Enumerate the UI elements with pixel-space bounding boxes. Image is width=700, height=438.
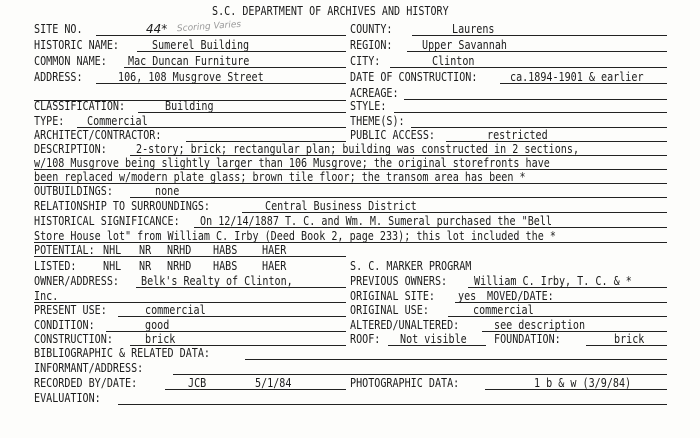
photographic-data-underline <box>485 389 667 390</box>
listed-option-nhl: NHL <box>103 259 122 273</box>
relationship-value: Central Business District <box>265 199 417 213</box>
recorded-by-underline <box>165 389 346 390</box>
public-access-label: PUBLIC ACCESS: <box>350 128 435 142</box>
recorded-by-date: 5/1/84 <box>255 376 292 390</box>
date-of-construction-underline <box>500 83 667 84</box>
classification-value: Building <box>165 99 214 113</box>
form-title: S.C. DEPARTMENT OF ARCHIVES AND HISTORY <box>212 4 449 18</box>
previous-owners-label: PREVIOUS OWNERS: <box>350 274 448 288</box>
description-line-3: been replaced w/modern plate glass; brown tile floor; the transom area has been * <box>34 170 526 184</box>
altered-label: ALTERED/UNALTERED: <box>350 318 460 332</box>
county-underline <box>412 35 667 36</box>
common-name-value: Mac Duncan Furniture <box>128 54 250 68</box>
listed-label: LISTED: <box>34 259 77 273</box>
potential-option-nr: NR <box>139 243 152 257</box>
historic-name-label: HISTORIC NAME: <box>34 38 119 52</box>
original-site-value: yes <box>458 289 477 303</box>
foundation-label: FOUNDATION: <box>494 332 561 346</box>
recorded-by-recorder: JCB <box>188 376 207 390</box>
historical-significance-underline-2 <box>34 242 667 243</box>
owner-address-line-2: Inc. <box>34 289 59 303</box>
public-access-value: restricted <box>487 128 548 142</box>
photographic-data-value: 1 b & w (3/9/84) <box>534 376 632 390</box>
original-use-label: ORIGINAL USE: <box>350 303 429 317</box>
listed-option-nr: NR <box>139 259 152 273</box>
address-value: 106, 108 Musgrove Street <box>118 70 264 84</box>
original-site-label: ORIGINAL SITE: <box>350 289 435 303</box>
historic-name-value: Sumerel Building <box>152 38 250 52</box>
historic-name-underline <box>137 51 346 52</box>
outbuildings-underline <box>130 197 667 198</box>
previous-owners-value: William C. Irby, T. C. & * <box>474 274 632 288</box>
classification-underline <box>138 112 346 113</box>
bibliographic-underline <box>245 359 667 360</box>
architect-label: ARCHITECT/CONTRACTOR: <box>34 128 162 142</box>
potential-underline <box>34 256 346 257</box>
historical-significance-underline-1 <box>194 227 667 228</box>
condition-underline <box>106 331 346 332</box>
potential-option-haer: HAER <box>262 243 287 257</box>
description-line-1: 2-story; brick; rectangular plan; building was constructed in 2 sections, <box>136 142 580 156</box>
county-value: Laurens <box>452 22 495 36</box>
address-label: ADDRESS: <box>34 70 83 84</box>
roof-underline <box>388 345 486 346</box>
construction-value: brick <box>145 332 176 346</box>
date-of-construction-label: DATE OF CONSTRUCTION: <box>350 70 478 84</box>
common-name-label: COMMON NAME: <box>34 54 107 68</box>
condition-label: CONDITION: <box>34 318 95 332</box>
region-underline <box>407 51 667 52</box>
county-label: COUNTY: <box>350 22 393 36</box>
date-of-construction-value: ca.1894-1901 & earlier <box>510 70 644 84</box>
historical-significance-line-1: On 12/14/1887 T. C. and Wm. M. Sumeral purchased the "Bell <box>200 214 552 228</box>
potential-label: POTENTIAL: <box>34 243 95 257</box>
theme-label: THEME(S): <box>350 114 405 128</box>
condition-value: good <box>145 318 170 332</box>
informant-underline <box>173 374 667 375</box>
roof-value: Not visible <box>400 332 467 346</box>
region-value: Upper Savannah <box>422 38 507 52</box>
relationship-label: RELATIONSHIP TO SURROUNDINGS: <box>34 199 210 213</box>
recorded-by-label: RECORDED BY/DATE: <box>34 376 138 390</box>
listed-option-habs: HABS <box>213 259 238 273</box>
potential-option-nrhd: NRHD <box>167 243 192 257</box>
description-underline-3 <box>34 183 667 184</box>
marker-program-label: S. C. MARKER PROGRAM <box>350 259 472 273</box>
owner-address-label: OWNER/ADDRESS: <box>34 274 119 288</box>
historical-significance-label: HISTORICAL SIGNIFICANCE: <box>34 214 180 228</box>
altered-value: see description <box>494 318 586 332</box>
style-label: STYLE: <box>350 99 387 113</box>
city-underline <box>390 67 667 68</box>
potential-option-nhl: NHL <box>103 243 122 257</box>
potential-option-habs: HABS <box>213 243 238 257</box>
present-use-value: commercial <box>145 303 206 317</box>
foundation-underline <box>586 345 667 346</box>
common-name-underline <box>124 67 346 68</box>
description-label: DESCRIPTION: <box>34 142 107 156</box>
site-no-value: 44* <box>146 22 168 36</box>
relationship-underline <box>242 212 667 213</box>
outbuildings-value: none <box>155 184 180 198</box>
city-value: Clinton <box>432 54 475 68</box>
bibliographic-label: BIBLIOGRAPHIC & RELATED DATA: <box>34 346 210 360</box>
listed-option-nrhd: NRHD <box>167 259 192 273</box>
site-no-underline <box>96 35 346 36</box>
description-line-2: w/108 Musgrove being slightly larger than 106 Musgrove; the original storefronts have <box>34 156 550 170</box>
foundation-value: brick <box>614 332 645 346</box>
city-label: CITY: <box>350 54 381 68</box>
photographic-data-label: PHOTOGRAPHIC DATA: <box>350 376 460 390</box>
original-use-value: commercial <box>473 303 534 317</box>
roof-label: ROOF: <box>350 332 381 346</box>
acreage-underline <box>404 99 667 100</box>
acreage-label: ACREAGE: <box>350 86 399 100</box>
previous-owners-underline <box>468 287 667 288</box>
evaluation-label: EVALUATION: <box>34 391 101 405</box>
type-label: TYPE: <box>34 114 65 128</box>
site-no-annotation: Scoring Varies <box>176 19 242 35</box>
region-label: REGION: <box>350 38 393 52</box>
informant-label: INFORMANT/ADDRESS: <box>34 361 144 375</box>
original-use-underline <box>448 316 667 317</box>
site-no-label: SITE NO. <box>34 22 83 36</box>
owner-address-line-1: Belk's Realty of Clinton, <box>141 274 293 288</box>
present-use-underline <box>118 316 346 317</box>
owner-address-underline-1 <box>136 287 346 288</box>
type-value: Commercial <box>87 114 148 128</box>
listed-option-haer: HAER <box>262 259 287 273</box>
moved-date-label: MOVED/DATE: <box>487 289 554 303</box>
address-underline <box>96 83 346 84</box>
outbuildings-label: OUTBUILDINGS: <box>34 184 113 198</box>
classification-label: CLASSIFICATION: <box>34 99 126 113</box>
construction-label: CONSTRUCTION: <box>34 332 113 346</box>
present-use-label: PRESENT USE: <box>34 303 107 317</box>
historical-significance-line-2: Store House lot" from William C. Irby (Deed Book 2, page 233); this lot included the * <box>34 229 556 243</box>
evaluation-underline <box>118 404 667 405</box>
style-underline <box>394 112 667 113</box>
